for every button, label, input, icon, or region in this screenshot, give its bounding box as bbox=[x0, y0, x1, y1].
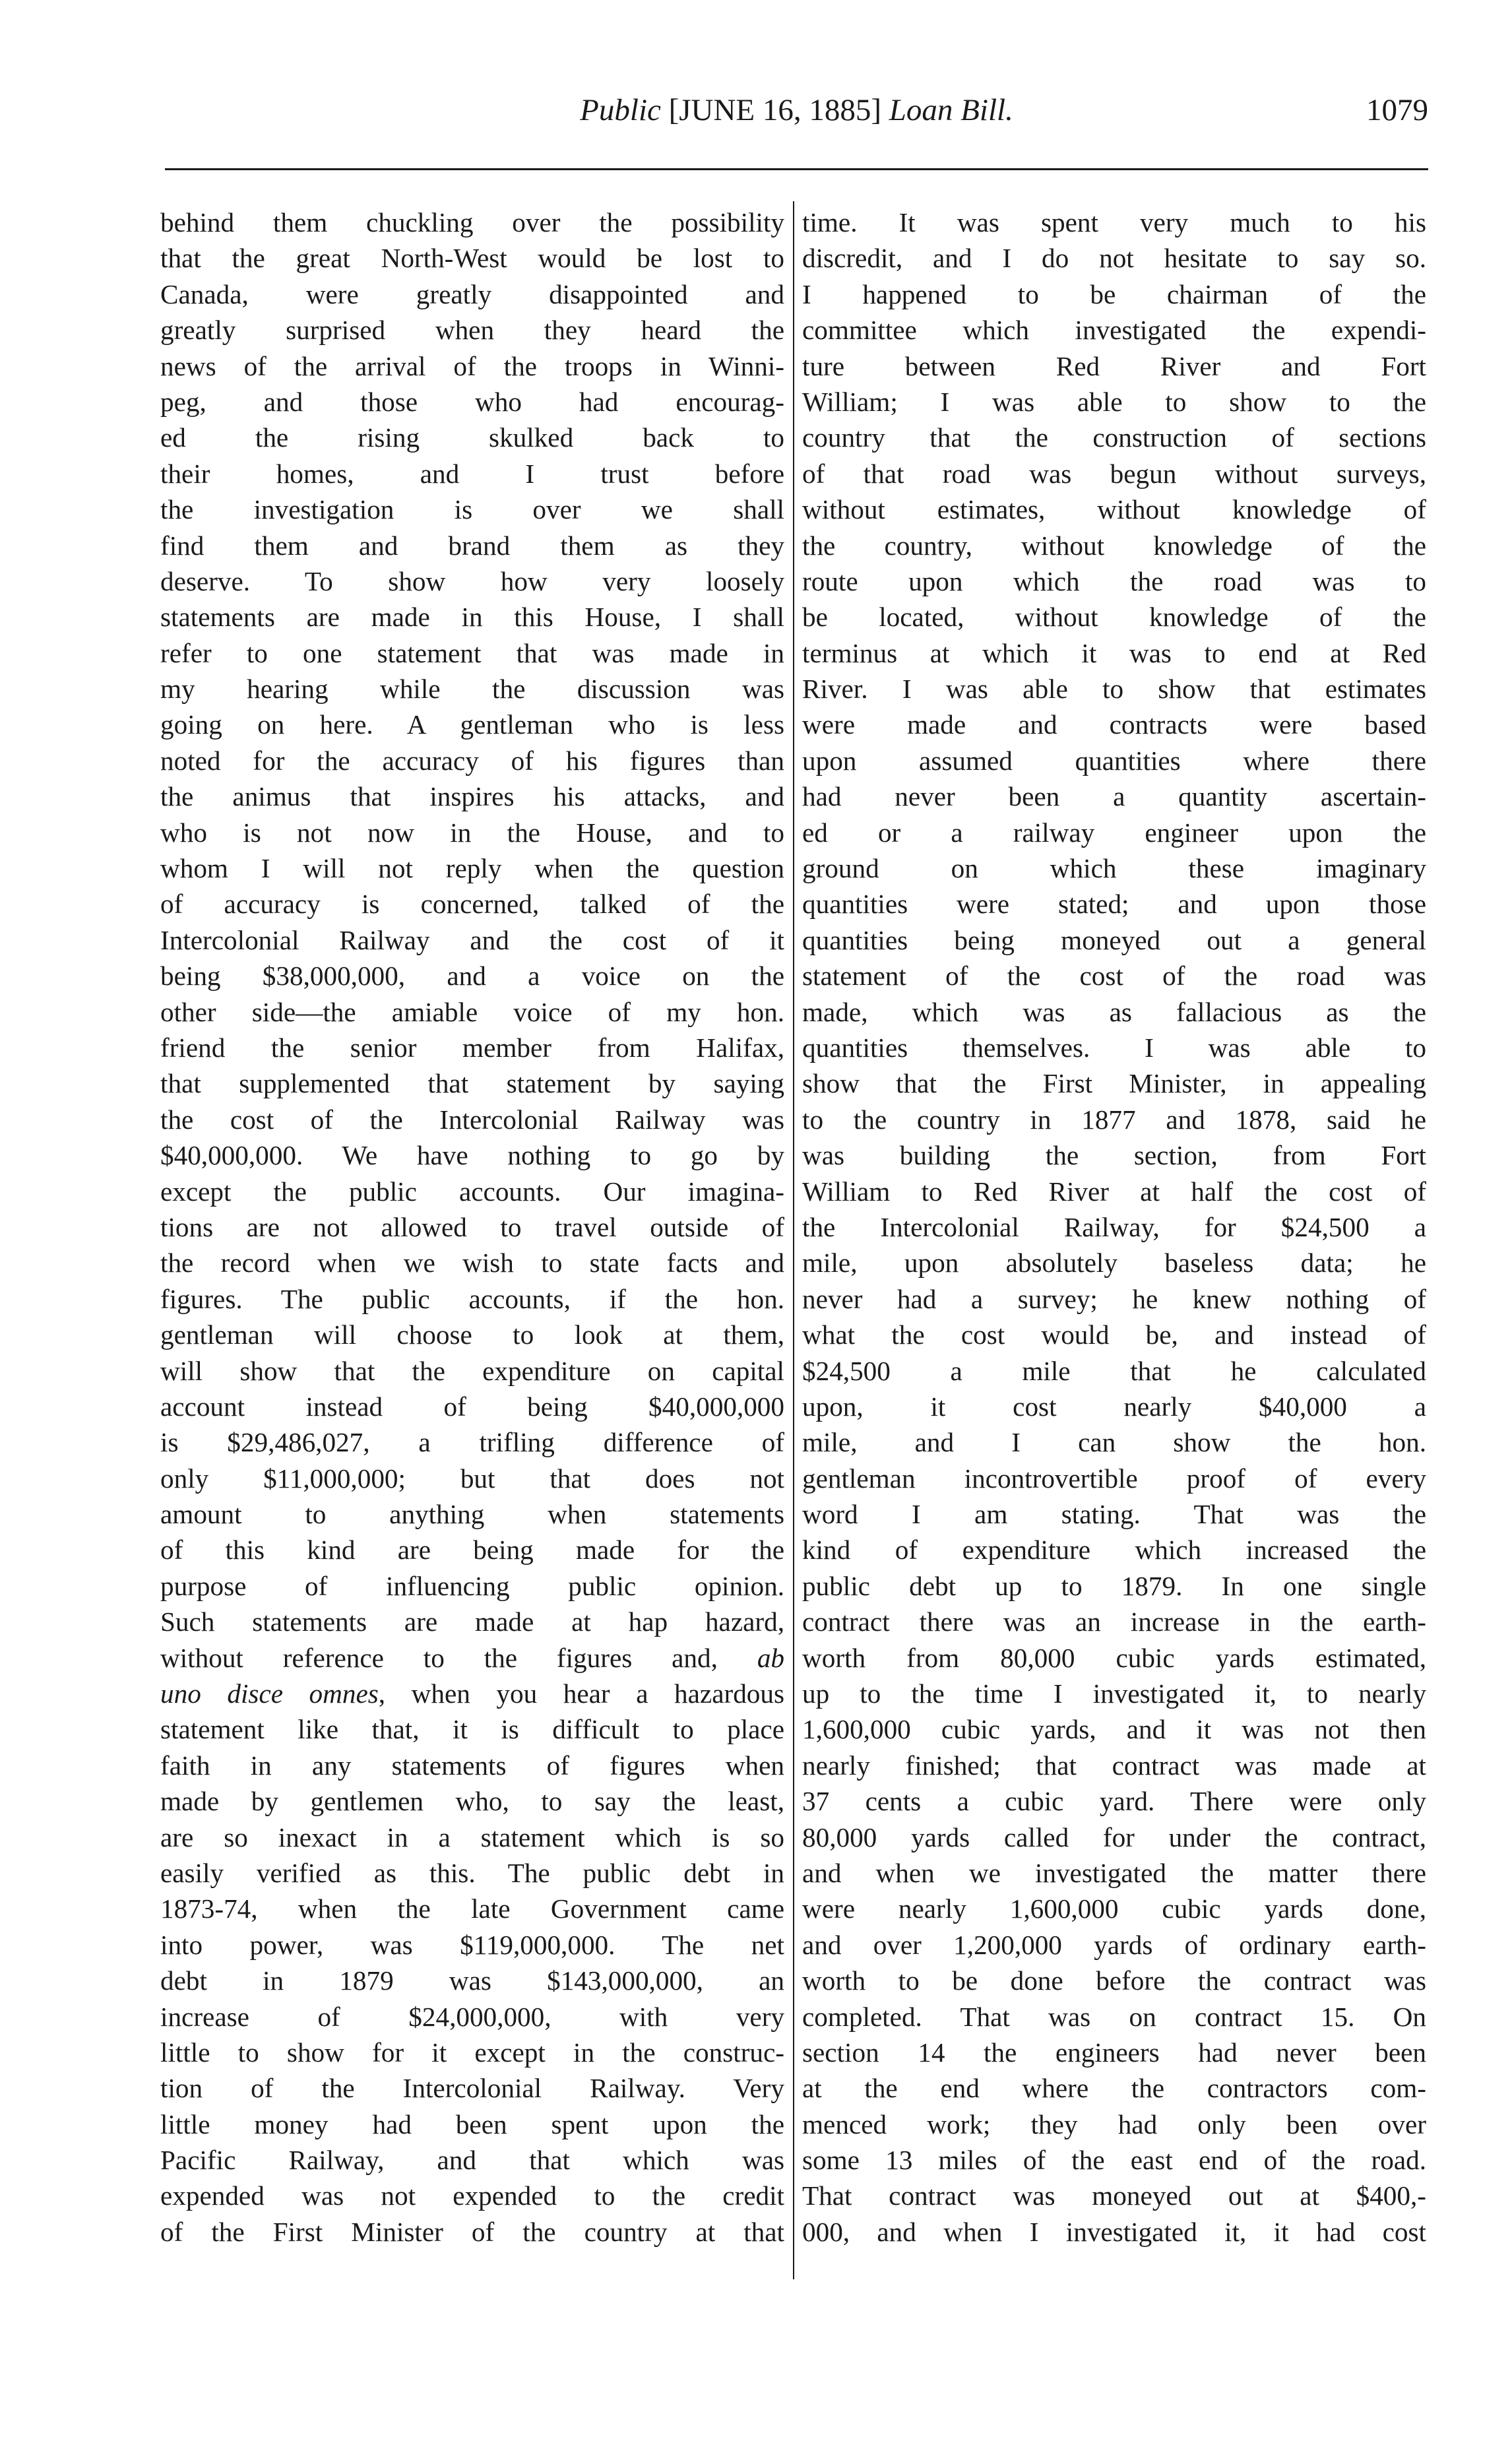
text-line: other side—the amiable voice of my hon. bbox=[160, 996, 784, 1027]
text-line: amount to anything when statements bbox=[160, 1499, 784, 1530]
text-line: country that the construction of sections bbox=[802, 422, 1426, 453]
text-line: figures. The public accounts, if the hon. bbox=[160, 1283, 784, 1314]
text-line: faith in any statements of figures when bbox=[160, 1750, 784, 1781]
text-line: worth to be done before the contract was bbox=[802, 1965, 1426, 1996]
text-line: were nearly 1,600,000 cubic yards done, bbox=[802, 1893, 1426, 1924]
text-line: greatly surprised when they heard the bbox=[160, 315, 784, 346]
text-line: into power, was $119,000,000. The net bbox=[160, 1929, 784, 1960]
text-line: account instead of being $40,000,000 bbox=[160, 1391, 784, 1422]
text-line: word I am stating. That was the bbox=[802, 1499, 1426, 1530]
text-line: William; I was able to show to the bbox=[802, 386, 1426, 417]
text-line: were made and contracts were based bbox=[802, 709, 1426, 740]
text-line: statement of the cost of the road was bbox=[802, 961, 1426, 992]
text-line: was building the section, from Fort bbox=[802, 1140, 1426, 1171]
text-line: increase of $24,000,000, with very bbox=[160, 2001, 784, 2032]
text-line: only $11,000,000; but that does not bbox=[160, 1463, 784, 1494]
text-line: quantities being moneyed out a general bbox=[802, 924, 1426, 955]
text-line: is $29,486,027, a trifling difference of bbox=[160, 1427, 784, 1458]
text-line: the animus that inspires his attacks, and bbox=[160, 781, 784, 812]
text-line: to the country in 1877 and 1878, said he bbox=[802, 1104, 1426, 1135]
text-line: be located, without knowledge of the bbox=[802, 602, 1426, 633]
text-line: the country, without knowledge of the bbox=[802, 530, 1426, 561]
text-line: 1873-74, when the late Government came bbox=[160, 1893, 784, 1924]
text-line: being $38,000,000, and a voice on the bbox=[160, 961, 784, 992]
column-divider bbox=[793, 201, 794, 2279]
text-line: That contract was moneyed out at $400,- bbox=[802, 2180, 1426, 2211]
running-title bbox=[165, 92, 1428, 128]
text-line: behind them chuckling over the possibility bbox=[160, 207, 784, 237]
text-line: $40,000,000. We have nothing to go by bbox=[160, 1140, 784, 1171]
text-line: peg, and those who had encourag- bbox=[160, 386, 784, 417]
text-line: menced work; they had only been over bbox=[802, 2108, 1426, 2139]
text-line: statements are made in this House, I shall bbox=[160, 602, 784, 633]
text-line: ground on which these imaginary bbox=[802, 853, 1426, 884]
text-line: of accuracy is concerned, talked of the bbox=[160, 889, 784, 920]
page-header bbox=[165, 92, 1428, 132]
text-line: never had a survey; he knew nothing of bbox=[802, 1283, 1426, 1314]
running-title-public: Public bbox=[580, 93, 661, 127]
text-line: refer to one statement that was made in bbox=[160, 637, 784, 668]
text-line: of the First Minister of the country at that bbox=[160, 2216, 784, 2247]
text-line: what the cost would be, and instead of bbox=[802, 1319, 1426, 1350]
running-title-date: [JUNE 16, 1885] bbox=[660, 93, 889, 127]
text-line: the record when we wish to state facts and bbox=[160, 1248, 784, 1279]
text-line: 1,600,000 cubic yards, and it was not then bbox=[802, 1714, 1426, 1745]
text-line: upon, it cost nearly $40,000 a bbox=[802, 1391, 1426, 1422]
text-line: that the great North-West would be lost to bbox=[160, 243, 784, 274]
text-line: are so inexact in a statement which is so bbox=[160, 1821, 784, 1852]
right-column bbox=[802, 205, 1426, 2250]
text-line: purpose of influencing public opinion. bbox=[160, 1570, 784, 1601]
text-line: of this kind are being made for the bbox=[160, 1535, 784, 1566]
text-line: the Intercolonial Railway, for $24,500 a bbox=[802, 1211, 1426, 1242]
text-line: going on here. A gentleman who is less bbox=[160, 709, 784, 740]
text-line: easily verified as this. The public debt in bbox=[160, 1857, 784, 1888]
text-line: the cost of the Intercolonial Railway was bbox=[160, 1104, 784, 1135]
text-line: route upon which the road was to bbox=[802, 565, 1426, 596]
text-line: Intercolonial Railway and the cost of it bbox=[160, 924, 784, 955]
text-line: who is not now in the House, and to bbox=[160, 817, 784, 848]
text-line: their homes, and I trust before bbox=[160, 458, 784, 489]
text-line: show that the First Minister, in appealing bbox=[802, 1068, 1426, 1099]
text-line: $24,500 a mile that he calculated bbox=[802, 1355, 1426, 1386]
text-line: completed. That was on contract 15. On bbox=[802, 2001, 1426, 2032]
text-line: will show that the expenditure on capital bbox=[160, 1355, 784, 1386]
text-line: expended was not expended to the credit bbox=[160, 2180, 784, 2211]
text-line: deserve. To show how very loosely bbox=[160, 565, 784, 596]
text-line: friend the senior member from Halifax, bbox=[160, 1032, 784, 1063]
text-line: quantities themselves. I was able to bbox=[802, 1032, 1426, 1063]
text-line: and over 1,200,000 yards of ordinary earth- bbox=[802, 1929, 1426, 1960]
text-line: contract there was an increase in the earth- bbox=[802, 1606, 1426, 1637]
text-line: at the end where the contractors com- bbox=[802, 2073, 1426, 2104]
text-line: committee which investigated the expendi- bbox=[802, 315, 1426, 346]
text-line: William to Red River at half the cost of bbox=[802, 1176, 1426, 1207]
text-line: little to show for it except in the construc- bbox=[160, 2037, 784, 2068]
text-line: made by gentlemen who, to say the least, bbox=[160, 1786, 784, 1817]
text-line: had never been a quantity ascertain- bbox=[802, 781, 1426, 812]
text-line: statement like that, it is difficult to place bbox=[160, 1714, 784, 1745]
text-line: mile, upon absolutely baseless data; he bbox=[802, 1248, 1426, 1279]
text-line: 000, and when I investigated it, it had cost bbox=[802, 2216, 1426, 2247]
text-line: 37 cents a cubic yard. There were only bbox=[802, 1786, 1426, 1817]
text-line: Pacific Railway, and that which was bbox=[160, 2145, 784, 2176]
text-line: terminus at which it was to end at Red bbox=[802, 637, 1426, 668]
text-line: made, which was as fallacious as the bbox=[802, 996, 1426, 1027]
text-line: 80,000 yards called for under the contract, bbox=[802, 1821, 1426, 1852]
text-line: the investigation is over we shall bbox=[160, 494, 784, 525]
text-line: mile, and I can show the hon. bbox=[802, 1427, 1426, 1458]
text-line: and when we investigated the matter there bbox=[802, 1857, 1426, 1888]
header-rule bbox=[165, 168, 1428, 170]
running-title-loan-bill: Loan Bill. bbox=[889, 93, 1013, 127]
text-line: except the public accounts. Our imagina- bbox=[160, 1176, 784, 1207]
text-line: I happened to be chairman of the bbox=[802, 278, 1426, 309]
text-line: upon assumed quantities where there bbox=[802, 745, 1426, 776]
text-line: little money had been spent upon the bbox=[160, 2108, 784, 2139]
text-line: news of the arrival of the troops in Winni- bbox=[160, 350, 784, 381]
text-line: kind of expenditure which increased the bbox=[802, 1535, 1426, 1566]
text-line: public debt up to 1879. In one single bbox=[802, 1570, 1426, 1601]
text-line: uno disce omnes, when you hear a hazardous bbox=[160, 1678, 784, 1709]
text-line: quantities were stated; and upon those bbox=[802, 889, 1426, 920]
text-line: Canada, were greatly disappointed and bbox=[160, 278, 784, 309]
left-column bbox=[160, 205, 784, 2250]
text-line: section 14 the engineers had never been bbox=[802, 2037, 1426, 2068]
text-line: time. It was spent very much to his bbox=[802, 207, 1426, 237]
text-line: noted for the accuracy of his figures than bbox=[160, 745, 784, 776]
text-line: tion of the Intercolonial Railway. Very bbox=[160, 2073, 784, 2104]
text-line: without estimates, without knowledge of bbox=[802, 494, 1426, 525]
text-line: gentleman will choose to look at them, bbox=[160, 1319, 784, 1350]
text-line: gentleman incontrovertible proof of every bbox=[802, 1463, 1426, 1494]
text-line: my hearing while the discussion was bbox=[160, 674, 784, 705]
text-line: some 13 miles of the east end of the road. bbox=[802, 2145, 1426, 2176]
text-line: of that road was begun without surveys, bbox=[802, 458, 1426, 489]
text-line: that supplemented that statement by saying bbox=[160, 1068, 784, 1099]
text-line: whom I will not reply when the question bbox=[160, 853, 784, 884]
text-line: ed the rising skulked back to bbox=[160, 422, 784, 453]
text-line: up to the time I investigated it, to nearly bbox=[802, 1678, 1426, 1709]
text-line: worth from 80,000 cubic yards estimated, bbox=[802, 1642, 1426, 1673]
page-number: 1079 bbox=[1366, 93, 1428, 127]
text-line: River. I was able to show that estimates bbox=[802, 674, 1426, 705]
text-line: debt in 1879 was $143,000,000, an bbox=[160, 1965, 784, 1996]
text-line: nearly finished; that contract was made at bbox=[802, 1750, 1426, 1781]
text-line: ed or a railway engineer upon the bbox=[802, 817, 1426, 848]
text-line: Such statements are made at hap hazard, bbox=[160, 1606, 784, 1637]
text-line: tions are not allowed to travel outside of bbox=[160, 1211, 784, 1242]
text-line: find them and brand them as they bbox=[160, 530, 784, 561]
text-line: ture between Red River and Fort bbox=[802, 350, 1426, 381]
text-line: without reference to the figures and, ab bbox=[160, 1642, 784, 1673]
text-line: discredit, and I do not hesitate to say so. bbox=[802, 243, 1426, 274]
